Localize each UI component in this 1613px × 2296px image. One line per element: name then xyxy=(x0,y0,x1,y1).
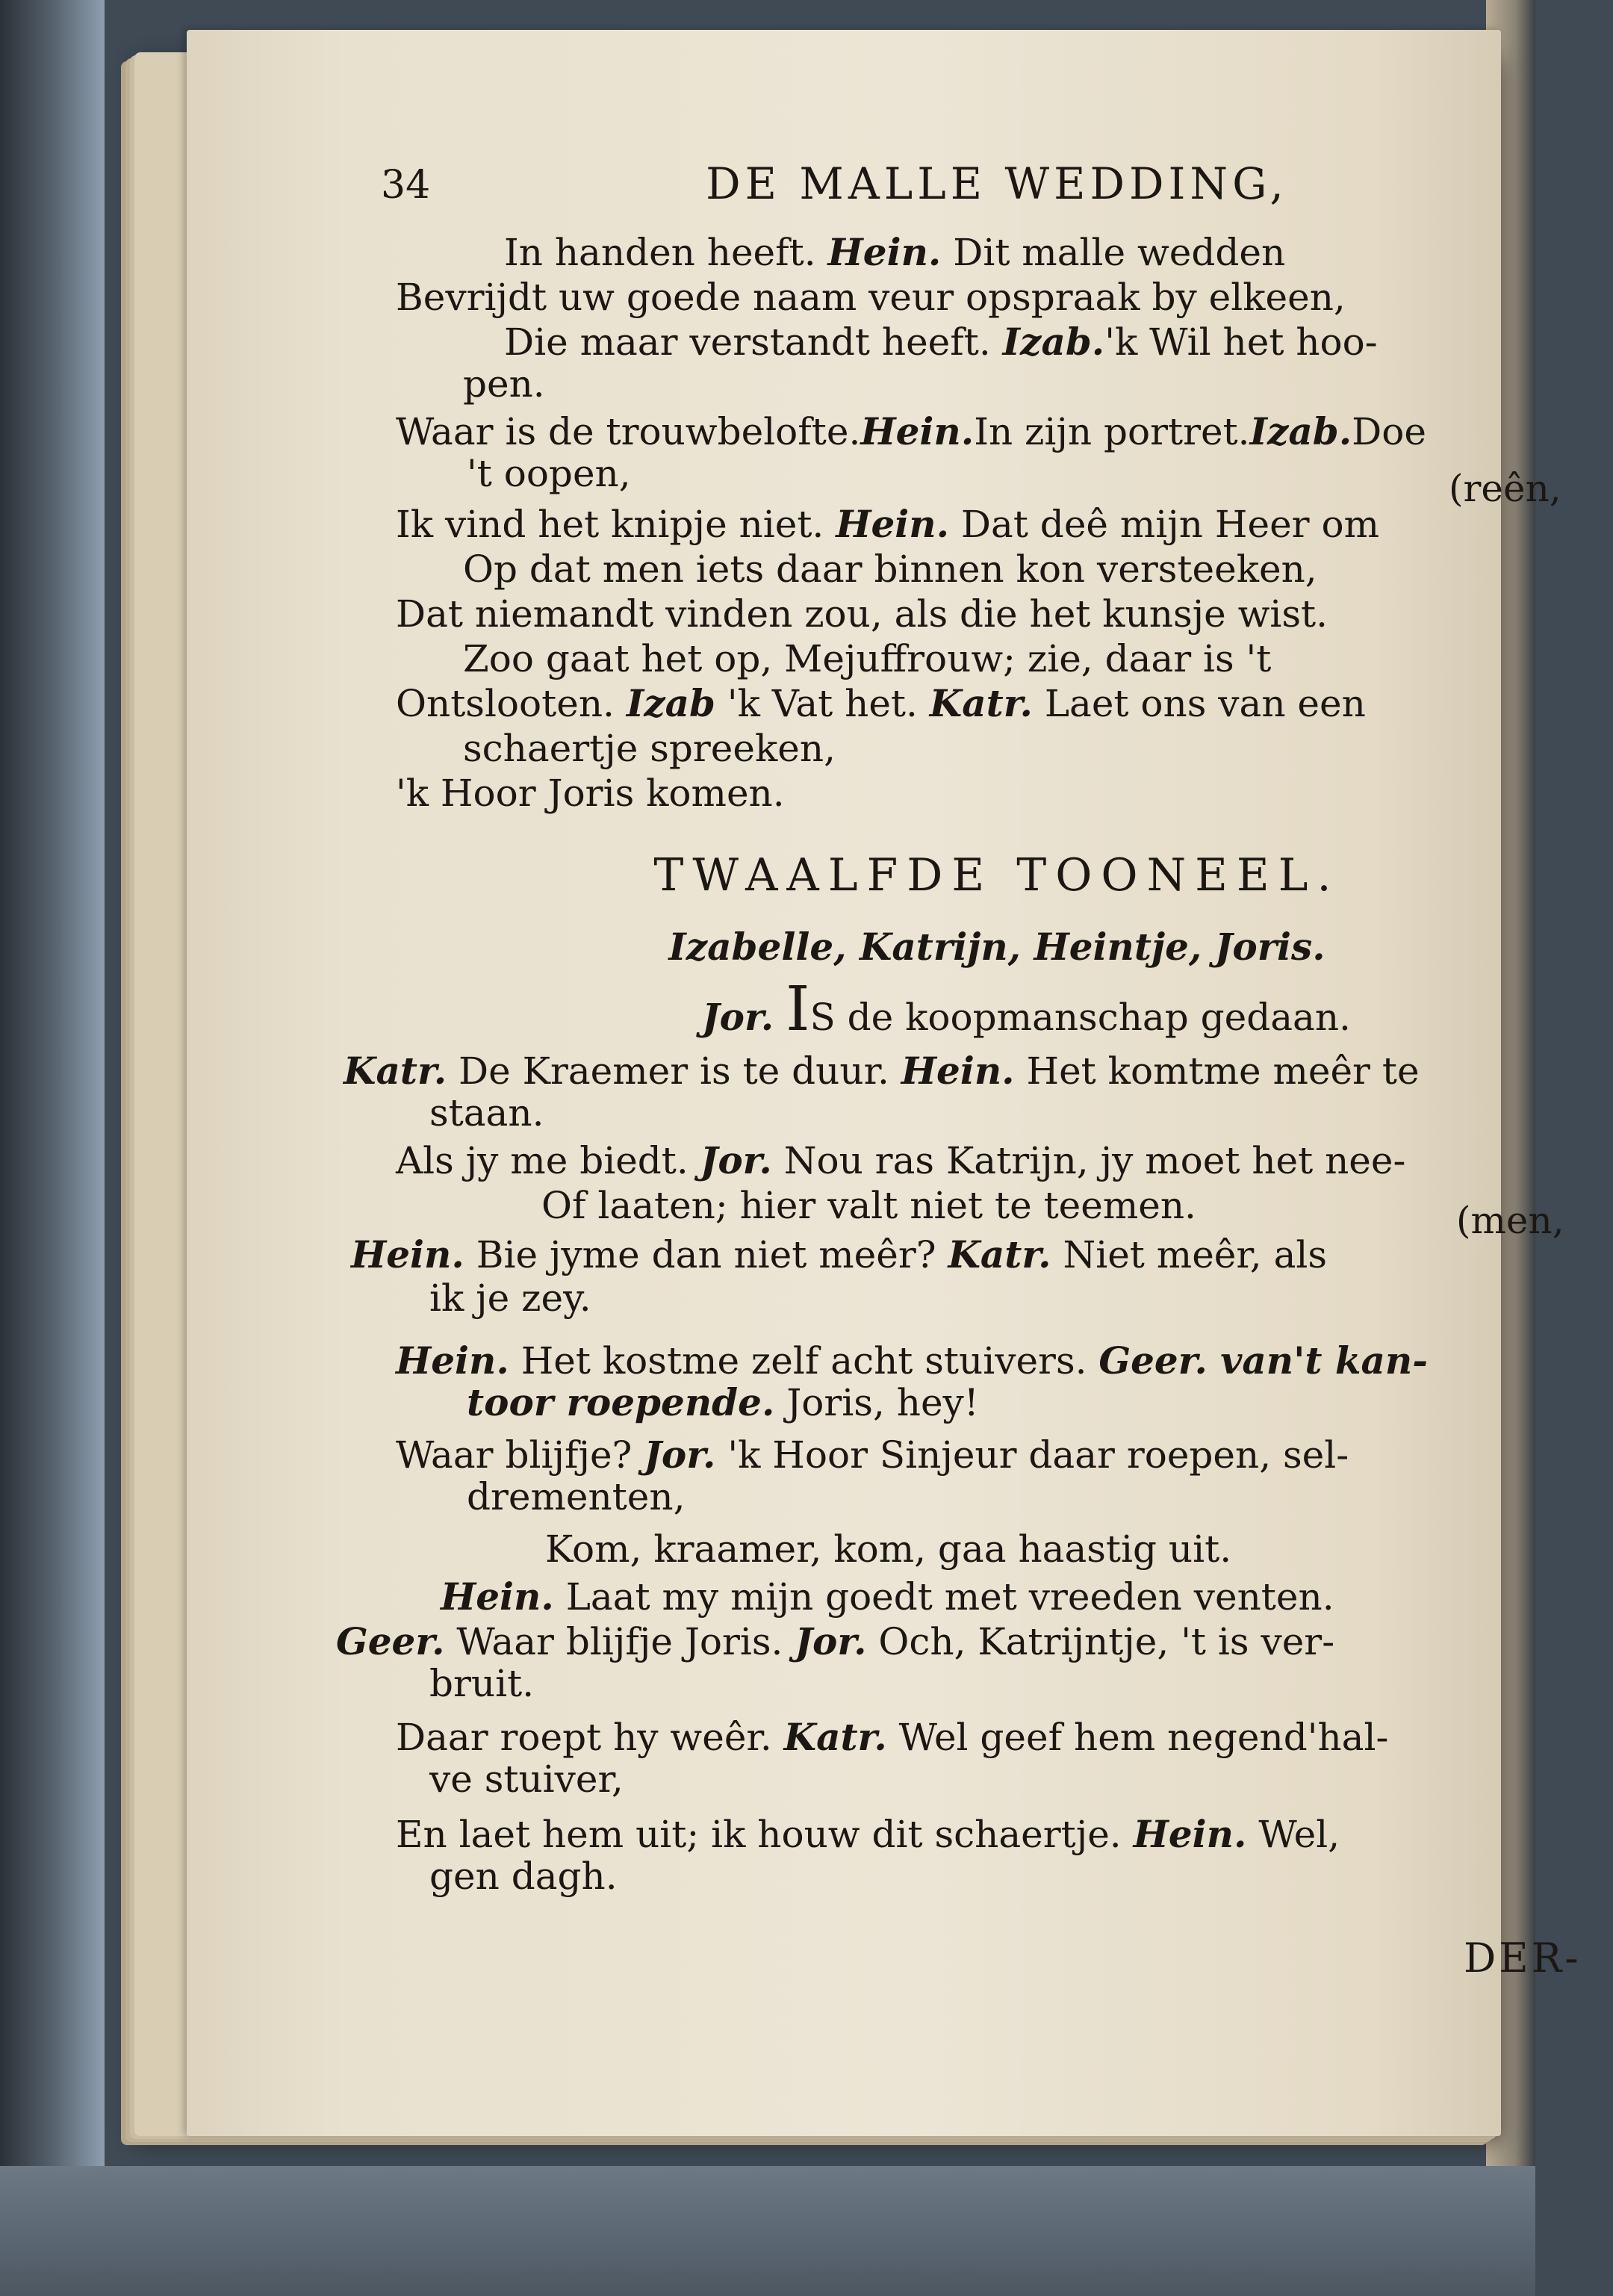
cast-list: Izabelle, Katrijn, Heintje, Joris. xyxy=(668,925,1325,969)
verse-line xyxy=(429,1276,591,1321)
verse-text: Waar is de trouwbelofte. xyxy=(396,410,861,453)
speaker-label: Hein. xyxy=(860,409,975,453)
verse-line xyxy=(429,1090,544,1135)
verse-text: 'k Hoor Joris komen. xyxy=(396,772,785,815)
verse-line xyxy=(396,592,1328,636)
verse-text: Op dat men iets daar binnen kon versteeken, xyxy=(463,547,1317,591)
verse-text: Bie jyme dan niet meêr? xyxy=(464,1233,948,1276)
opening-line xyxy=(702,974,1351,1045)
verse-line xyxy=(429,1661,534,1706)
verse-text: In zijn portret. xyxy=(974,410,1250,453)
verse-text: Niet meêr, als xyxy=(1051,1233,1328,1276)
verse-text: ve stuiver, xyxy=(429,1757,624,1801)
verse-line xyxy=(504,230,1285,275)
verse-line xyxy=(463,726,836,771)
verse-line xyxy=(396,1812,1340,1857)
verse-line xyxy=(541,1183,1196,1228)
verse-line xyxy=(396,275,1346,320)
verse-text: Wel geef hem negend'hal- xyxy=(886,1716,1389,1759)
verse-text: (men, xyxy=(1456,1199,1564,1242)
verse-text: Doe xyxy=(1352,410,1426,453)
opening-text: S de koopmanschap gedaan. xyxy=(809,996,1351,1039)
page-number: 34 xyxy=(381,163,431,208)
verse-line xyxy=(396,1715,1388,1760)
verse-line xyxy=(344,1049,1420,1093)
verse-line xyxy=(463,362,545,406)
verse-text: Als jy me biedt. xyxy=(396,1139,700,1182)
verse-text: Waar blijfje Joris. xyxy=(444,1620,795,1663)
verse-text: Joris, hey! xyxy=(774,1381,979,1424)
speaker-label: Izab. xyxy=(1249,409,1352,453)
verse-text: staan. xyxy=(429,1091,544,1135)
running-title: DE MALLE WEDDING, xyxy=(706,158,1288,209)
verse-line xyxy=(1456,1198,1564,1243)
verse-line xyxy=(467,451,631,496)
verse-line xyxy=(351,1232,1327,1277)
verse-text: gen dagh. xyxy=(429,1855,618,1898)
speaker-label: Katr. xyxy=(948,1232,1051,1276)
speaker-label: Hein. xyxy=(441,1574,554,1619)
verse-line xyxy=(463,636,1271,681)
speaker-label: Hein. xyxy=(827,230,942,274)
speaker-label: Jor. xyxy=(702,995,774,1039)
speaker-label: Katr. xyxy=(783,1715,887,1759)
speaker-label: Jor. xyxy=(644,1433,716,1477)
verse-text: De Kraemer is te duur. xyxy=(447,1049,901,1093)
speaker-label: Katr. xyxy=(929,681,1033,725)
verse-text: Waar blijfje? xyxy=(396,1433,644,1477)
verse-text: Het kostme zelf acht stuivers. xyxy=(509,1339,1099,1383)
verse-text: pen. xyxy=(463,362,545,406)
speaker-label: Hein. xyxy=(1133,1812,1247,1856)
speaker-label: Izab. xyxy=(1002,320,1105,364)
verse-line xyxy=(467,1380,979,1425)
verse-line xyxy=(429,1854,618,1899)
verse-line xyxy=(396,1338,1428,1383)
speaker-label: Jor. xyxy=(700,1138,772,1182)
speaker-label: Hein. xyxy=(901,1049,1015,1093)
speaker-label: Jor. xyxy=(795,1619,867,1663)
verse-text: 'k Vat het. xyxy=(715,682,930,725)
verse-line xyxy=(396,409,1426,454)
speaker-label: Geer. van't kan- xyxy=(1098,1338,1429,1383)
verse-text: In handen heeft. xyxy=(504,231,828,274)
verse-text: Dat niemandt vinden zou, als die het kunsje wist. xyxy=(396,592,1328,636)
page-text xyxy=(336,30,1613,2121)
verse-text: 'k Hoor Sinjeur daar roepen, sel- xyxy=(715,1433,1349,1477)
speaker-label: Hein. xyxy=(396,1338,509,1383)
verse-text: Ontslooten. xyxy=(396,682,627,725)
verse-text: Ik vind het knipje niet. xyxy=(396,503,836,546)
verse-text: Laat my mijn goedt met vreeden venten. xyxy=(553,1575,1334,1619)
verse-line xyxy=(1449,466,1561,511)
verse-line xyxy=(396,1138,1405,1183)
verse-line xyxy=(396,1433,1349,1477)
verse-text: Nou ras Katrijn, jy moet het nee- xyxy=(771,1139,1406,1182)
speaker-label: Katr. xyxy=(344,1049,447,1093)
verse-line xyxy=(396,771,785,816)
verse-line xyxy=(463,547,1317,592)
verse-line xyxy=(441,1574,1334,1619)
verse-text: drementen, xyxy=(467,1475,686,1518)
background-bottom xyxy=(0,2166,1535,2296)
verse-line xyxy=(396,681,1366,726)
catchword: DER- xyxy=(1464,1934,1582,1982)
verse-text: bruit. xyxy=(429,1662,535,1705)
verse-text: En laet hem uit; ik houw dit schaertje. xyxy=(396,1813,1134,1856)
verse-text: Zoo gaat het op, Mejuffrouw; zie, daar is 't xyxy=(463,637,1272,680)
verse-text: Of laaten; hier valt niet te teemen. xyxy=(541,1184,1196,1227)
background-left xyxy=(0,0,105,2296)
verse-text: Kom, kraamer, kom, gaa haastig uit. xyxy=(545,1527,1232,1571)
verse-text: Wel, xyxy=(1246,1813,1340,1856)
verse-text: schaertje spreeken, xyxy=(463,727,836,770)
verse-text: Bevrijdt uw goede naam veur opspraak by elkeen, xyxy=(396,276,1346,319)
verse-text: 't oopen, xyxy=(467,452,631,495)
verse-line xyxy=(467,1474,685,1519)
book-page xyxy=(187,30,1582,2136)
verse-text: 'k Wil het hoo- xyxy=(1104,320,1378,364)
verse-text: Och, Katrijntje, 't is ver- xyxy=(866,1620,1335,1663)
verse-text: Dit malle wedden xyxy=(941,231,1286,274)
verse-text: ik je zey. xyxy=(429,1276,591,1320)
verse-line xyxy=(545,1527,1231,1571)
drop-capital: I xyxy=(786,974,810,1045)
verse-text: Dat deê mijn Heer om xyxy=(949,503,1379,546)
speaker-label: Geer. xyxy=(336,1619,445,1663)
scene-heading: TWAALFDE TOONEEL. xyxy=(653,849,1340,902)
verse-text: (reên, xyxy=(1449,467,1561,510)
verse-text: Daar roept hy weêr. xyxy=(396,1716,784,1759)
speaker-label: Hein. xyxy=(351,1232,464,1276)
verse-line xyxy=(504,320,1378,364)
verse-line xyxy=(429,1757,624,1802)
speaker-label: toor roepende. xyxy=(467,1380,775,1424)
speaker-label: Hein. xyxy=(836,502,950,546)
verse-text: Laet ons van een xyxy=(1032,682,1366,725)
verse-text: Het komtme meêr te xyxy=(1014,1049,1420,1093)
verse-line xyxy=(396,502,1379,547)
verse-line xyxy=(336,1619,1334,1664)
speaker-label: Izab xyxy=(626,681,715,725)
verse-text: Die maar verstandt heeft. xyxy=(504,320,1003,364)
